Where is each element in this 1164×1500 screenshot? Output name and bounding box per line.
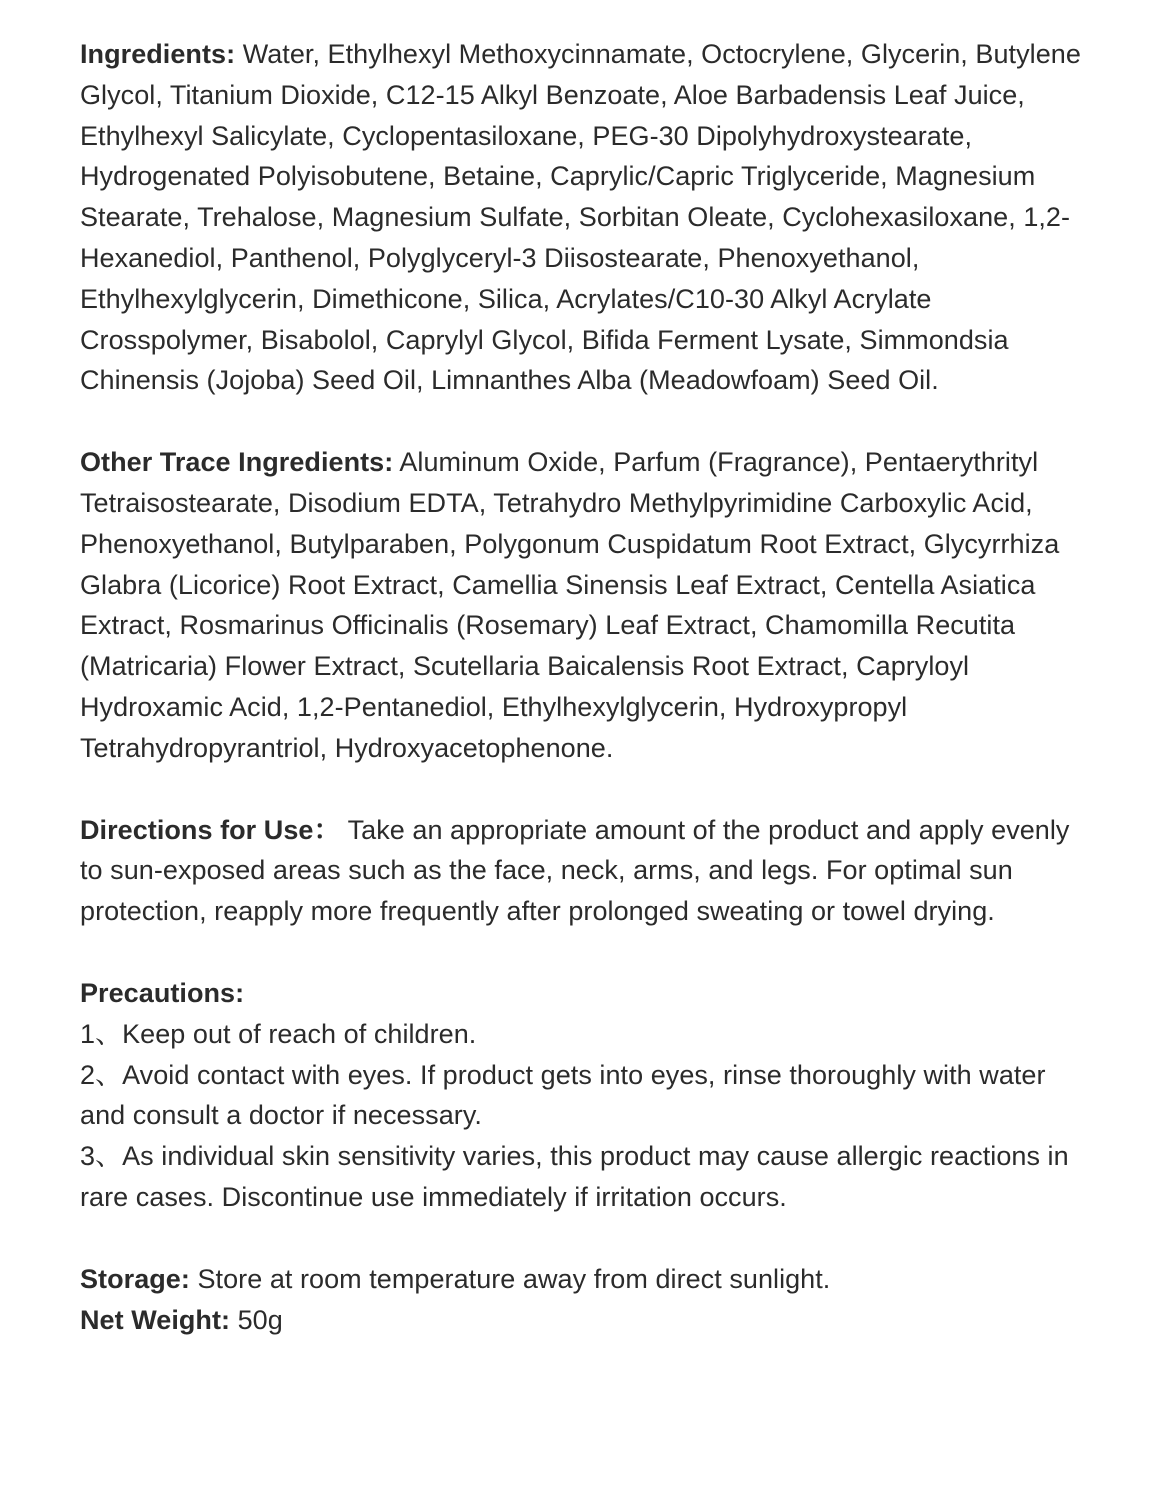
- storage-text: Store at room temperature away from direct sunlight.: [197, 1263, 831, 1294]
- directions-section: [80, 810, 1084, 932]
- directions-label: Directions for Use：: [80, 814, 341, 845]
- storage-line: [80, 1259, 1084, 1300]
- directions-paragraph: [80, 810, 1084, 932]
- net-weight-label: Net Weight:: [80, 1304, 231, 1335]
- ingredients-text: Water, Ethylhexyl Methoxycinnamate, Octocrylene, Glycerin, Butylene Glycol, Titanium Dioxide, C12-15 Alkyl Benzoate, Aloe Barbadensis Leaf Juice, Ethylhexyl Salicylate, Cyclopentasiloxane, PEG-30 Dipolyhydroxystearate, Hydrogenated Polyisobutene, Betaine, Caprylic/Capric Triglyceride, Magnesium Stearate, Trehalose, Magnesium Sulfate, Sorbitan Oleate, Cyclohexasiloxane, 1,2-Hexanediol, Panthenol, Polyglyceryl-3 Diisostearate, Phenoxyethanol, Ethylhexylglycerin, Dimethicone, Silica, Acrylates/C10-30 Alkyl Acrylate Crosspolymer, Bisabolol, Caprylyl Glycol, Bifida Ferment Lysate, Simmondsia Chinensis (Jojoba) Seed Oil, Limnanthes Alba (Meadowfoam) Seed Oil.: [80, 39, 1081, 396]
- trace-ingredients-paragraph: [80, 442, 1084, 768]
- ingredients-section: [80, 34, 1084, 401]
- precautions-list: [80, 1014, 1084, 1218]
- net-weight-value: 50g: [237, 1304, 283, 1335]
- trace-ingredients-text: Aluminum Oxide, Parfum (Fragrance), Pentaerythrityl Tetraisostearate, Disodium EDTA, Tetrahydro Methylpyrimidine Carboxylic Acid, Phenoxyethanol, Butylparaben, Polygonum Cuspidatum Root Extract, Glycyrrhiza Glabra (Licorice) Root Extract, Camellia Sinensis Leaf Extract, Centella Asiatica Extract, Rosmarinus Officinalis (Rosemary) Leaf Extract, Chamomilla Recutita (Matricaria) Flower Extract, Scutellaria Baicalensis Root Extract, Capryloyl Hydroxamic Acid, 1,2-Pentanediol, Ethylhexylglycerin, Hydroxypropyl Tetrahydropyrantriol, Hydroxyacetophenone.: [80, 447, 1060, 763]
- ingredients-label: Ingredients:: [80, 39, 236, 69]
- trace-ingredients-section: [80, 442, 1084, 768]
- precautions-section: [80, 973, 1084, 1218]
- precautions-heading: Precautions:: [80, 977, 245, 1008]
- precaution-item: 3、As individual skin sensitivity varies, this product may cause allergic reactions in rare cases. Discontinue use immediately if irritation occurs.: [80, 1141, 1069, 1212]
- trace-ingredients-label: Other Trace Ingredients:: [80, 447, 394, 478]
- precaution-item: 2、Avoid contact with eyes. If product gets into eyes, rinse thoroughly with water and consult a doctor if necessary.: [80, 1059, 1046, 1131]
- ingredients-paragraph: [80, 34, 1084, 401]
- storage-label: Storage:: [80, 1263, 190, 1294]
- storage-weight-section: [80, 1259, 1084, 1341]
- precaution-item: 1、Keep out of reach of children.: [80, 1018, 477, 1049]
- net-weight-line: [80, 1300, 1084, 1341]
- directions-text: Take an appropriate amount of the product and apply evenly to sun-exposed areas such as the face, neck, arms, and legs. For optimal sun protection, reapply more frequently after prolonged sweating or towel drying.: [80, 814, 1070, 927]
